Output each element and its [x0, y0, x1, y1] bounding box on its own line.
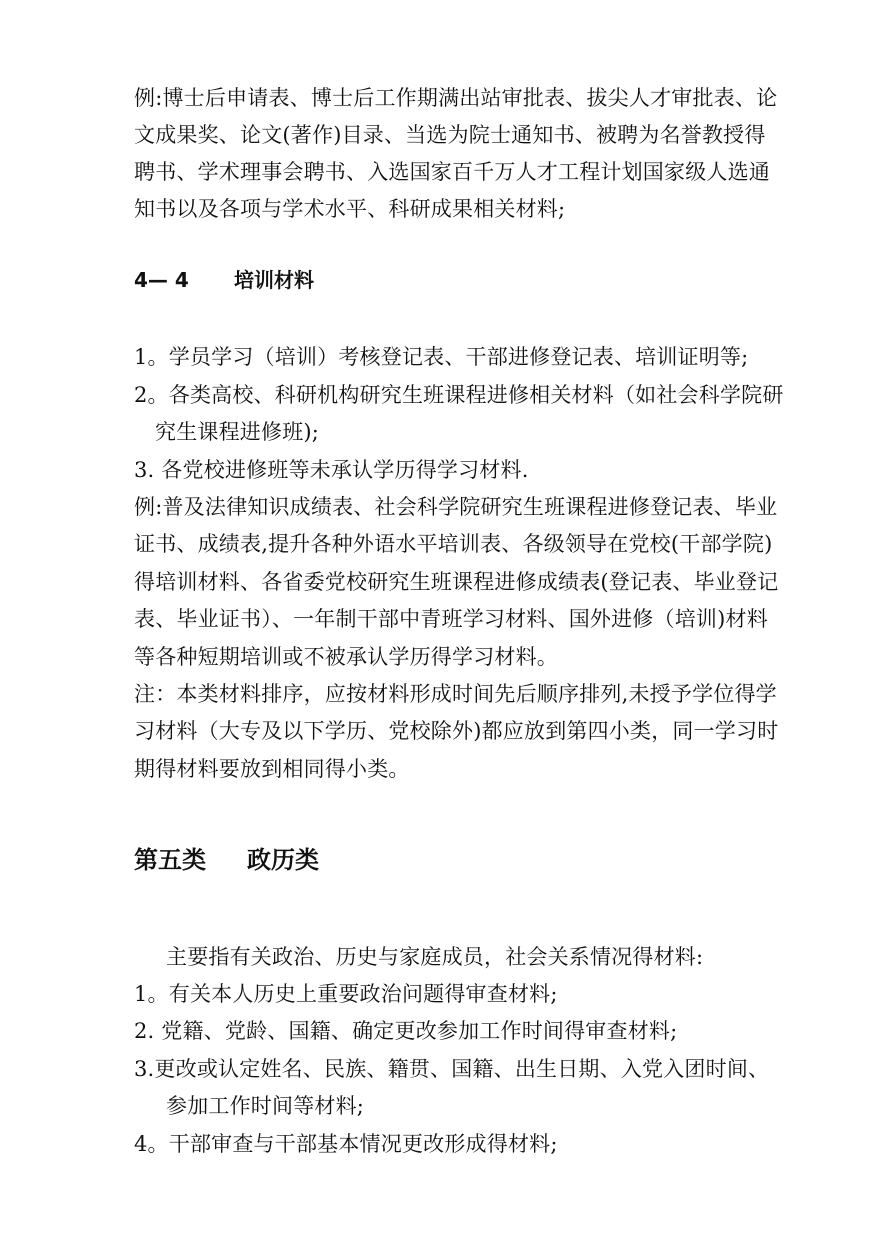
paragraph-line: 知书以及各项与学术水平、科研成果相关材料;	[134, 197, 566, 221]
list-item: 1。学员学习（培训）考核登记表、干部进修登记表、培训证明等;	[134, 345, 749, 369]
note-line: 习材料（大专及以下学历、党校除外)都应放到第四小类，同一学习时	[134, 719, 779, 743]
note-line: 注：本类材料排序，应按材料形成时间先后顺序排列,未授予学位得学	[134, 682, 777, 706]
paragraph-line: 例:普及法律知识成绩表、社会科学院研究生班课程进修登记表、毕业	[134, 495, 778, 519]
paragraph-line: 聘书、学术理事会聘书、入选国家百千万人才工程计划国家级人选通	[134, 160, 770, 184]
list-item-continuation: 参加工作时间等材料;	[166, 1094, 365, 1118]
paragraph-line: 例:博士后申请表、博士后工作期满出站审批表、拔尖人才审批表、论	[134, 86, 778, 110]
list-item: 2. 党籍、党龄、国籍、确定更改参加工作时间得审查材料;	[134, 1019, 678, 1043]
list-item: 4。干部审查与干部基本情况更改形成得材料;	[134, 1132, 558, 1156]
paragraph-line: 等各种短期培训或不被承认学历得学习材料。	[134, 645, 558, 669]
paragraph-line: 主要指有关政治、历史与家庭成员，社会关系情况得材料:	[166, 945, 704, 969]
note-line: 期得材料要放到相同得小类。	[134, 757, 410, 781]
paragraph-line: 得培训材料、各省委党校研究生班课程进修成绩表(登记表、毕业登记	[134, 570, 779, 594]
section-heading-5	[134, 844, 319, 876]
paragraph-line: 文成果奖、论文(著作)目录、当选为院士通知书、被聘为名誉教授得	[134, 123, 766, 147]
paragraph-line: 表、毕业证书）、一年制干部中青班学习材料、国外进修（培训)材料	[134, 607, 768, 631]
section-number: 第五类	[134, 846, 206, 874]
list-item: 3. 各党校进修班等未承认学历得学习材料.	[134, 458, 529, 482]
section-heading-4-4	[134, 266, 314, 294]
section-title: 培训材料	[234, 268, 314, 292]
list-item: 1。有关本人历史上重要政治问题得审查材料;	[134, 982, 558, 1006]
list-item-continuation: 究生课程进修班);	[155, 420, 320, 444]
paragraph-line: 证书、成绩表,提升各种外语水平培训表、各级领导在党校(干部学院)	[134, 532, 773, 556]
list-item: 3.更改或认定姓名、民族、籍贯、国籍、出生日期、入党入团时间、	[134, 1057, 770, 1081]
section-number: 4— 4	[134, 268, 189, 292]
list-item: 2。各类高校、科研机构研究生班课程进修相关材料（如社会科学院研	[134, 383, 784, 407]
section-title: 政历类	[247, 846, 319, 874]
